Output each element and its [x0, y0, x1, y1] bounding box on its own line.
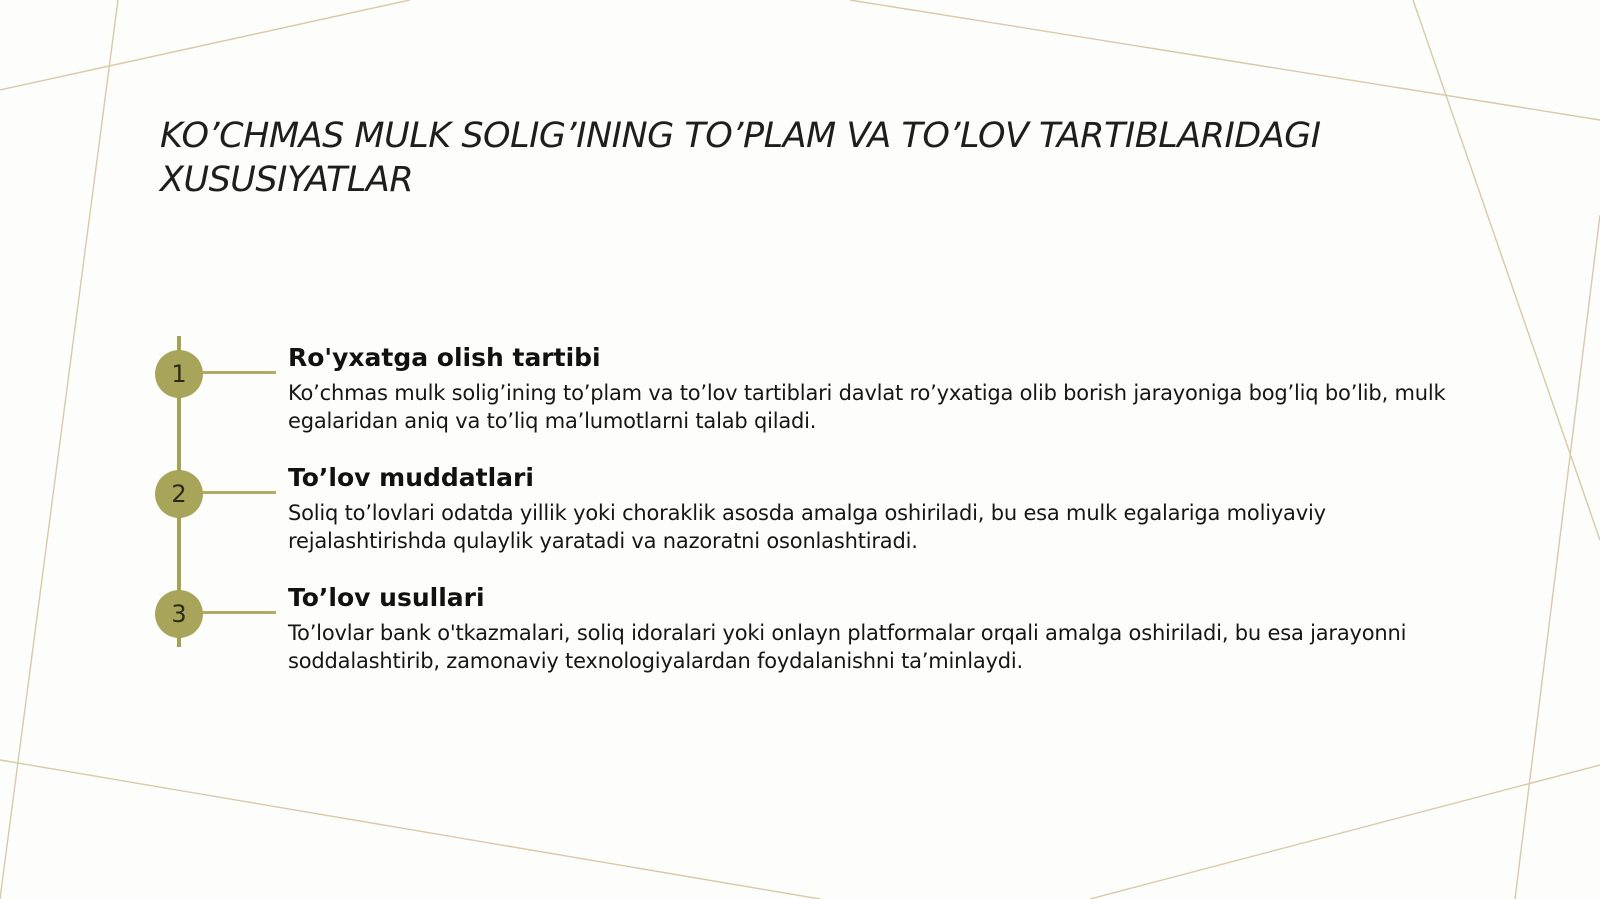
- step-description: To’lovlar bank o'tkazmalari, soliq idoralari yoki onlayn platformalar orqali amalga oshiriladi, bu esa jarayonni soddalashtirib, zamonaviy texnologiyalardan foydalanishni ta’minlaydi.: [288, 621, 1407, 673]
- step-heading: To’lov usullari: [288, 583, 485, 612]
- step-number-badge: 3: [155, 590, 203, 638]
- timeline-step-1: [0, 340, 1600, 450]
- step-heading: To’lov muddatlari: [288, 463, 534, 492]
- step-description: Soliq to’lovlari odatda yillik yoki choraklik asosda amalga oshiriladi, bu esa mulk egalariga moliyaviy rejalashtirishda qulaylik yaratadi va nazoratni osonlashtiradi.: [288, 501, 1326, 553]
- step-connector-line: [203, 611, 276, 614]
- timeline-step-2: [0, 460, 1600, 570]
- timeline-step-3: [0, 580, 1600, 690]
- slide-title: KO’CHMAS MULK SOLIG’INING TO’PLAM VA TO’LOV TARTIBLARIDAGI XUSUSIYATLAR: [160, 116, 1321, 200]
- step-number-badge: 2: [155, 470, 203, 518]
- step-description: Ko’chmas mulk solig’ining to’plam va to’lov tartiblari davlat ro’yxatiga olib borish jarayoniga bog’liq bo’lib, mulk egalaridan aniq va to’liq ma’lumotlarni talab qiladi.: [288, 381, 1446, 433]
- step-number-badge: 1: [155, 350, 203, 398]
- step-connector-line: [203, 491, 276, 494]
- step-connector-line: [203, 371, 276, 374]
- step-heading: Ro'yxatga olish tartibi: [288, 343, 601, 372]
